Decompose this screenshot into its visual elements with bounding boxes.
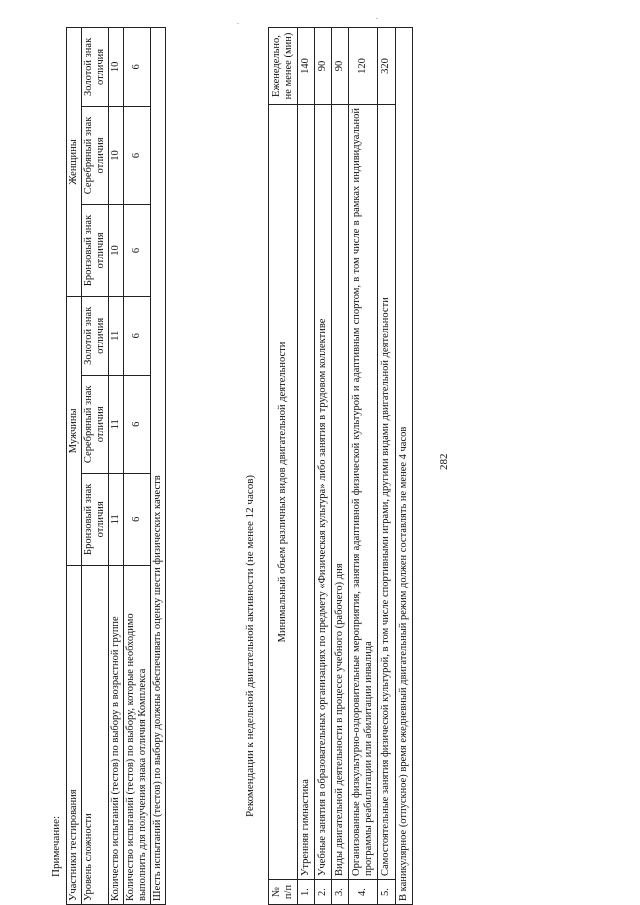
row-number: 4.: [349, 880, 378, 905]
row-label: Количество испытаний (тестов) по выбору в возрастной группе: [109, 565, 124, 904]
note-heading: Примечание:: [50, 815, 62, 877]
table-row: [332, 28, 349, 905]
six-tests-note: Шесть испытаний (тестов) по выбору должны обеспечивать оценку шести физических качеств: [151, 28, 166, 905]
badge-header-gold: Золотой знак отличия: [82, 296, 109, 375]
minutes-value: 90: [315, 28, 332, 105]
row-number: 3.: [332, 880, 349, 905]
cell-value: 6: [124, 106, 151, 204]
cell-value: 6: [124, 205, 151, 297]
men-header: Мужчины: [67, 296, 82, 565]
table-row: [315, 28, 332, 905]
table-row: [151, 28, 166, 905]
minutes-value: 140: [298, 28, 315, 105]
badge-header-bronze: Бронзовый знак отличия: [82, 205, 109, 297]
activity-text: Самостоятельные занятия физической культурой, в том числе спортивными играми, другими видами двигательной деятельности: [378, 105, 395, 880]
vacation-note: В каникулярное (отпускное) время ежедневный двигательный режим должен составлять не менее 4 часов: [395, 28, 412, 905]
activity-text: Виды двигательной деятельности в процессе учебного (рабочего) дня: [332, 105, 349, 880]
cell-value: 6: [124, 375, 151, 473]
row-number: 2.: [315, 880, 332, 905]
column-header-number: № п/п: [269, 880, 298, 905]
table-row: [67, 28, 82, 905]
cell-value: 11: [109, 296, 124, 375]
cell-value: 6: [124, 28, 151, 107]
cell-value: 10: [109, 28, 124, 107]
badge-header-bronze: Бронзовый знак отличия: [82, 473, 109, 565]
table-row: [378, 28, 395, 905]
row-number: 5.: [378, 880, 395, 905]
badge-header-silver: Серебряный знак отличия: [82, 106, 109, 204]
activity-text: Учебные занятия в образовательных организациях по предмету «Физическая культура» либо занятия в трудовом коллективе: [315, 105, 332, 880]
scan-speck: ˙: [236, 22, 246, 25]
badge-header-gold: Золотой знак отличия: [82, 28, 109, 107]
row-number: 1.: [298, 880, 315, 905]
women-header: Женщины: [67, 28, 82, 297]
activity-text: Организованные физкультурно-оздоровительные мероприятия, занятия адаптивной физической культурой и адаптивным спортом, в том числе в рамках индивидуальной программы реабилитации или абилитации инвалида: [349, 105, 378, 880]
minutes-value: 120: [349, 28, 378, 105]
testing-levels-table: [66, 27, 166, 905]
cell-value: 6: [124, 473, 151, 565]
activity-text: Утренняя гимнастика: [298, 105, 315, 880]
row-label: Количество испытаний (тестов) по выбору, которые необходимо выполнить для получения знака отличия Комплекса: [124, 565, 151, 904]
table-row: [395, 28, 412, 905]
table-row: [109, 28, 124, 905]
scan-speck: ·: [372, 17, 382, 20]
cell-value: 11: [109, 375, 124, 473]
cell-value: 10: [109, 106, 124, 204]
table-row: [269, 28, 298, 905]
badge-header-silver: Серебряный знак отличия: [82, 375, 109, 473]
minutes-value: 320: [378, 28, 395, 105]
column-header-minutes: Еженедельно, не менее (мин): [269, 28, 298, 105]
participants-header: Участники тестирования: [67, 565, 82, 904]
cell-value: 6: [124, 296, 151, 375]
page-number: 282: [438, 453, 450, 470]
cell-value: 11: [109, 473, 124, 565]
table-row: [298, 28, 315, 905]
cell-value: 10: [109, 205, 124, 297]
recommendations-heading: Рекомендации к недельной двигательной активности (не менее 12 часов): [244, 474, 256, 817]
difficulty-header: Уровень сложности: [82, 565, 109, 904]
weekly-activity-table: [268, 27, 413, 905]
table-row: [124, 28, 151, 905]
column-header-activity: Минимальный объем различных видов двигательной деятельности: [269, 105, 298, 880]
table-row: [349, 28, 378, 905]
minutes-value: 90: [332, 28, 349, 105]
table-row: [82, 28, 109, 905]
